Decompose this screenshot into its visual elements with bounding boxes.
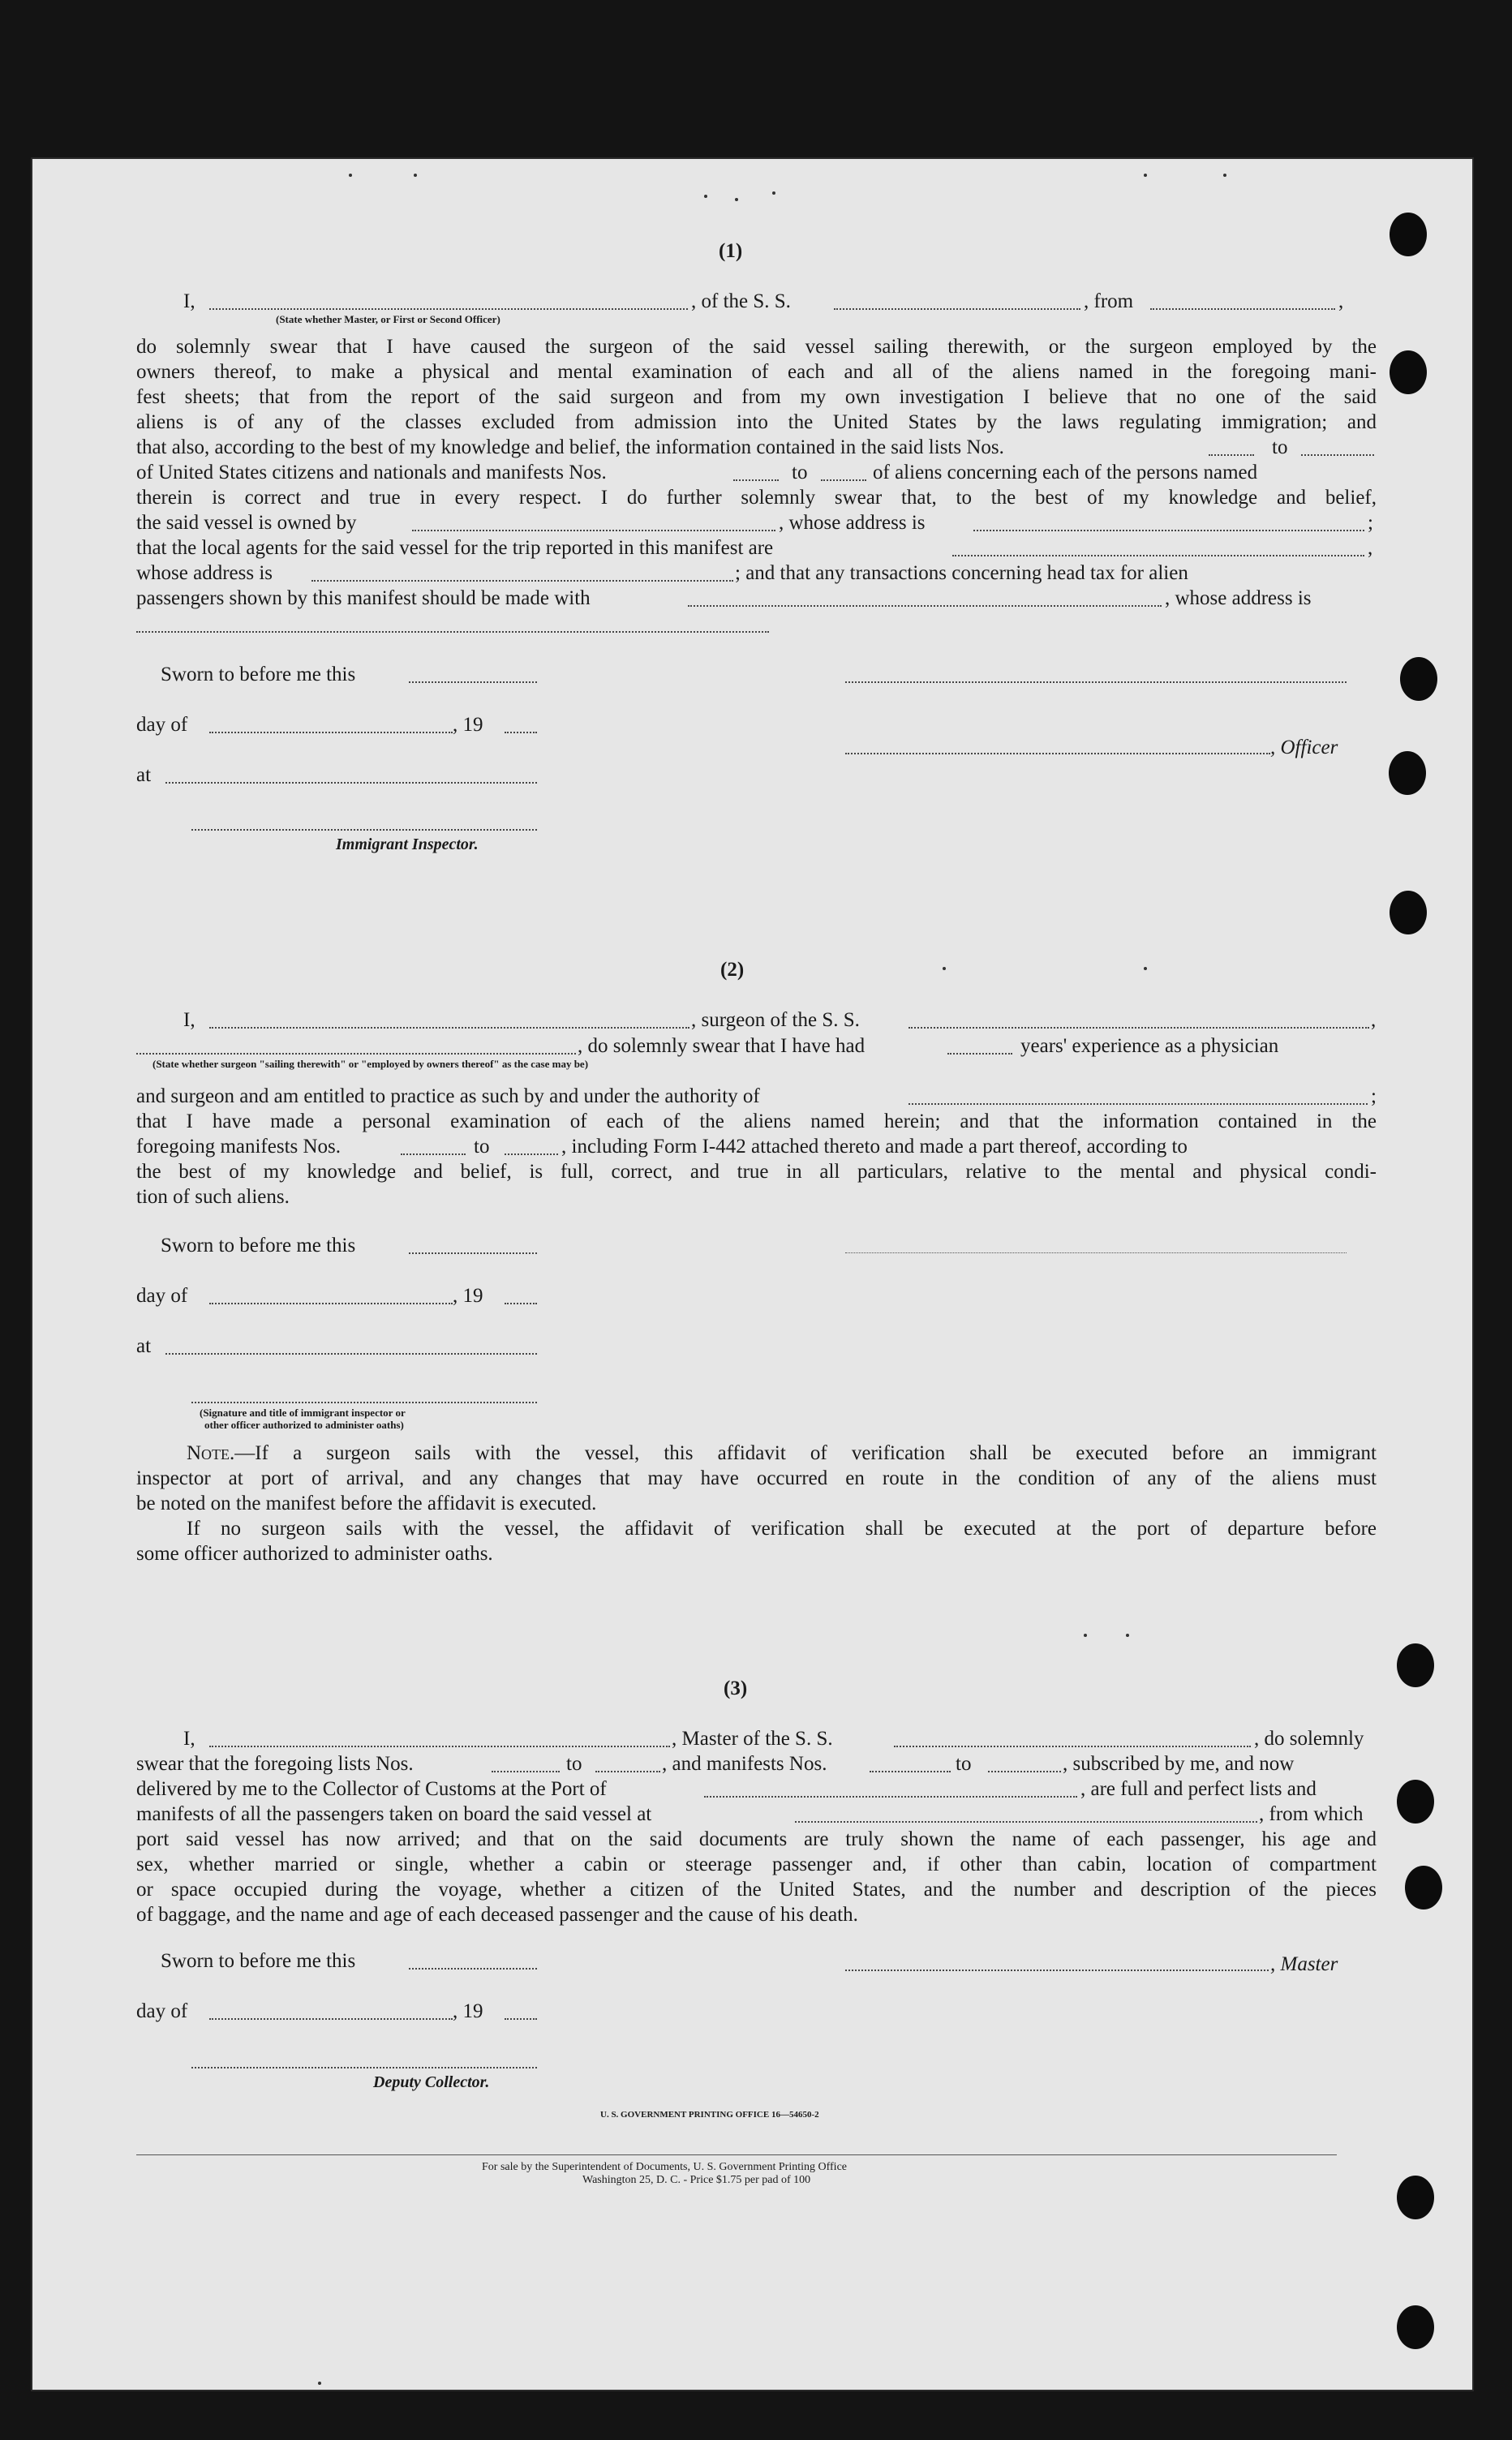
s2-manifest-from-blank[interactable] [401,1153,466,1155]
s1-line-4: aliens is of any of the classes excluded from admission into the United States by the laws regulating immigration; and [136,411,1377,433]
s3-master-name-blank[interactable] [209,1746,670,1747]
s1-year-blank[interactable] [505,732,537,733]
s1-ship-blank[interactable] [834,308,1080,310]
s2-year-blank[interactable] [505,1303,537,1304]
s2-line-2: the best of my knowledge and belief, is full, correct, and true in all particulars, relative to the mental and physical condi- [136,1161,1377,1183]
binder-hole [1397,2176,1434,2219]
printing-office-line: U. S. GOVERNMENT PRINTING OFFICE 16—54650-2 [600,2110,819,2120]
s1-officer-hint: (State whether Master, or First or Second Officer) [276,313,500,325]
speck [1144,174,1147,177]
s1-at-blank[interactable] [165,782,537,784]
s1-sworn-blank[interactable] [409,681,537,683]
speck [1144,967,1147,970]
s1-semicolon: ; [1368,512,1373,534]
s2-ship-blank[interactable] [908,1027,1369,1029]
s1-officer-blank[interactable] [209,308,688,310]
s3-master-label: , Master [1270,1953,1338,1975]
s1-of-aliens: of aliens concerning each of the persons named [873,462,1258,483]
s3-subscribed: , subscribed by me, and now [1063,1753,1295,1775]
s3-master-of-ss: , Master of the S. S. [672,1728,833,1750]
binder-hole [1389,751,1426,795]
s3-and-manifests: , and manifests Nos. [662,1753,827,1775]
s3-lists-to-blank[interactable] [595,1771,660,1772]
s2-manifest-to-blank[interactable] [505,1153,558,1155]
s2-years: years' experience as a physician [1020,1035,1279,1057]
s3-line-1: port said vessel has now arrived; and that on the said documents are truly shown the name of each passenger, his age and [136,1828,1377,1850]
s2-signature-hint-2: other officer authorized to administer oaths) [204,1419,404,1431]
note-label: Note. [187,1442,235,1464]
section-3-number: (3) [724,1678,748,1699]
binder-hole [1397,1643,1434,1687]
s1-lists-to: to [1272,436,1288,458]
s2-years-blank[interactable] [947,1053,1012,1055]
s2-day-blank[interactable] [209,1303,453,1304]
note-text-1: —If a surgeon sails with the vessel, this affidavit of verification shall be executed before an immigrant [234,1442,1377,1464]
s2-officer-sign-blank[interactable] [191,1402,537,1403]
s1-year: , 19 [453,714,483,736]
sale-line-2: Washington 25, D. C. - Price $1.75 per pad of 100 [582,2174,811,2186]
speck [943,967,946,970]
binder-hole [1390,213,1427,256]
s1-inspector-label: Immigrant Inspector. [336,836,479,853]
s1-agents-address-blank[interactable] [311,580,733,582]
sale-line-1: For sale by the Superintendent of Documents, U. S. Government Printing Office [482,2161,847,2173]
speck [414,174,417,177]
s3-full-lists: , are full and perfect lists and [1080,1778,1317,1800]
s1-sworn: Sworn to before me this [161,664,356,685]
s2-note2-line-1: If no surgeon sails with the vessel, the affidavit of verification shall be executed at the port of departure before [187,1518,1377,1540]
s1-at: at [136,764,152,786]
s1-manifests-to: to [792,462,808,483]
s2-swear: , do solemnly swear that I have had [578,1035,866,1057]
s1-head-tax-blank[interactable] [688,605,1162,607]
s3-manifests-of: manifests of all the passengers taken on board the said vessel at [136,1803,652,1825]
s2-at-blank[interactable] [165,1353,537,1355]
s1-line-2: owners thereof, to make a physical and mental examination of each and all of the aliens named in the foregoing mani- [136,361,1377,383]
s3-day-blank[interactable] [209,2018,453,2020]
speck [1223,174,1226,177]
s2-surgeon-of-ss: , surgeon of the S. S. [691,1009,860,1031]
s1-comma-2: , [1368,537,1373,559]
s2-authority: and surgeon and am entitled to practice as such by and under the authority of [136,1085,760,1107]
speck [1126,1634,1129,1637]
s1-inspector-blank[interactable] [191,829,537,831]
s2-i: I, [183,1009,195,1031]
s2-line-1: that I have made a personal examination of each of the aliens named herein; and that the information contained in the [136,1110,1377,1132]
speck [704,195,707,198]
s1-i: I, [183,290,195,312]
s3-to-2: to [956,1753,972,1775]
s1-of-ss: , of the S. S. [691,290,791,312]
s3-sworn-blank[interactable] [409,1968,537,1970]
s1-signature-blank[interactable] [845,681,1347,683]
s2-year: , 19 [453,1285,483,1307]
s3-collector-label: Deputy Collector. [373,2073,490,2091]
s1-head-tax: ; and that any transactions concerning head tax for alien [735,562,1188,584]
speck [735,198,738,201]
s2-form: , including Form I-442 attached thereto and made a part thereof, according to [561,1136,1188,1158]
s1-from-blank[interactable] [1150,308,1335,310]
s2-note-line-1 [187,1441,1377,1466]
s2-sworn: Sworn to before me this [161,1235,356,1257]
s1-owner-address-label: , whose address is [779,512,926,534]
section-1-number: (1) [719,240,743,262]
speck [772,191,775,195]
s1-line-5: that also, according to the best of my knowledge and belief, the information contained in the said lists Nos. [136,436,1004,458]
s1-owner-address-blank[interactable] [973,530,1364,531]
binder-hole [1397,2305,1434,2349]
s1-lists-from-blank[interactable] [1209,454,1254,456]
binder-hole [1400,657,1437,701]
s3-from-which: , from which [1259,1803,1364,1825]
s1-line-7: therein is correct and true in every respect. I do further solemnly swear that, to the best of my knowledge and belief, [136,487,1377,509]
s3-lists-from-blank[interactable] [492,1771,560,1772]
binder-hole [1405,1866,1442,1909]
binder-hole [1390,891,1427,934]
s1-agents-blank[interactable] [952,555,1364,556]
s2-comma: , [1371,1009,1377,1031]
s1-line-8: the said vessel is owned by [136,512,357,534]
s3-master-sign-blank[interactable] [845,1970,1269,1971]
s1-from: , from [1084,290,1134,312]
s3-to-1: to [566,1753,582,1775]
s3-i: I, [183,1728,195,1750]
s2-signature-blank[interactable] [845,1252,1347,1253]
binder-hole [1397,1780,1434,1824]
footer-rule [136,2154,1337,2155]
s3-line-3: or space occupied during the voyage, whether a citizen of the United States, and the number and description of the pieces [136,1879,1377,1901]
s2-foregoing: foregoing manifests Nos. [136,1136,341,1158]
s1-day-of: day of [136,714,188,736]
binder-hole [1390,350,1427,394]
s3-year-blank[interactable] [505,2018,537,2020]
s3-year: , 19 [453,2000,483,2022]
s2-surgeon-name-blank[interactable] [209,1027,689,1029]
s2-semicolon: ; [1371,1085,1377,1107]
s3-day-of: day of [136,2000,188,2022]
s1-officer-label: , Officer [1270,737,1338,758]
speck [349,174,352,177]
s3-manifests-to-blank[interactable] [988,1771,1061,1772]
s1-owner-blank[interactable] [412,530,775,531]
s2-surgeon-hint: (State whether surgeon "sailing therewith" or "employed by owners thereof" as the case may be) [152,1058,589,1070]
s3-delivered: delivered by me to the Collector of Customs at the Port of [136,1778,607,1800]
s1-line-10: whose address is [136,562,273,584]
speck [1084,1634,1087,1637]
s1-comma: , [1338,290,1344,312]
s1-manifests-to-blank[interactable] [821,479,866,481]
s1-line-6: of United States citizens and nationals and manifests Nos. [136,462,607,483]
s1-line-9: that the local agents for the said vessel for the trip reported in this manifest are [136,537,774,559]
s1-line-1: do solemnly swear that I have caused the surgeon of the said vessel sailing therewith, or the surgeon employed by the [136,336,1377,358]
s2-note2-line-2: some officer authorized to administer oaths. [136,1543,493,1565]
s3-line-2: sex, whether married or single, whether a cabin or steerage passenger and, if other than cabin, location of compartment [136,1854,1377,1875]
s1-day-blank[interactable] [209,732,453,733]
s1-head-tax-address-blank[interactable] [136,631,769,633]
s1-officer-sign-blank[interactable] [845,753,1270,754]
s2-note-line-2: inspector at port of arrival, and any changes that may have occurred en route in the condition of any of the aliens must [136,1467,1377,1489]
s2-at: at [136,1335,152,1357]
s3-port-blank[interactable] [704,1796,1077,1798]
s2-line-3: tion of such aliens. [136,1186,290,1208]
s3-manifests-from-blank[interactable] [870,1771,951,1772]
s1-whose-address-end: , whose address is [1165,587,1312,609]
speck [318,2382,321,2385]
s2-to: to [474,1136,490,1158]
s1-line-11: passengers shown by this manifest should be made with [136,587,591,609]
s3-swear-lists: swear that the foregoing lists Nos. [136,1753,414,1775]
s3-collector-blank[interactable] [191,2067,537,2068]
s1-line-3: fest sheets; that from the report of the said surgeon and from my own investigation I believe that no one of the said [136,386,1377,408]
s2-authority-blank[interactable] [908,1103,1368,1105]
s2-signature-hint-1: (Signature and title of immigrant inspector or [200,1407,406,1419]
s2-note-line-3: be noted on the manifest before the affidavit is executed. [136,1493,597,1514]
s3-do-solemnly: , do solemnly [1254,1728,1364,1750]
s1-manifests-from-blank[interactable] [733,479,779,481]
s2-day-of: day of [136,1285,188,1307]
s3-vessel-at-blank[interactable] [795,1821,1257,1823]
section-2-number: (2) [720,959,745,981]
s2-sworn-blank[interactable] [409,1252,537,1254]
s3-line-4: of baggage, and the name and age of each deceased passenger and the cause of his death. [136,1904,858,1926]
s1-lists-to-blank[interactable] [1301,454,1374,456]
s3-ship-blank[interactable] [894,1746,1251,1747]
s3-sworn: Sworn to before me this [161,1950,356,1972]
form-page [32,159,1472,2390]
s2-sailing-blank[interactable] [136,1053,576,1055]
